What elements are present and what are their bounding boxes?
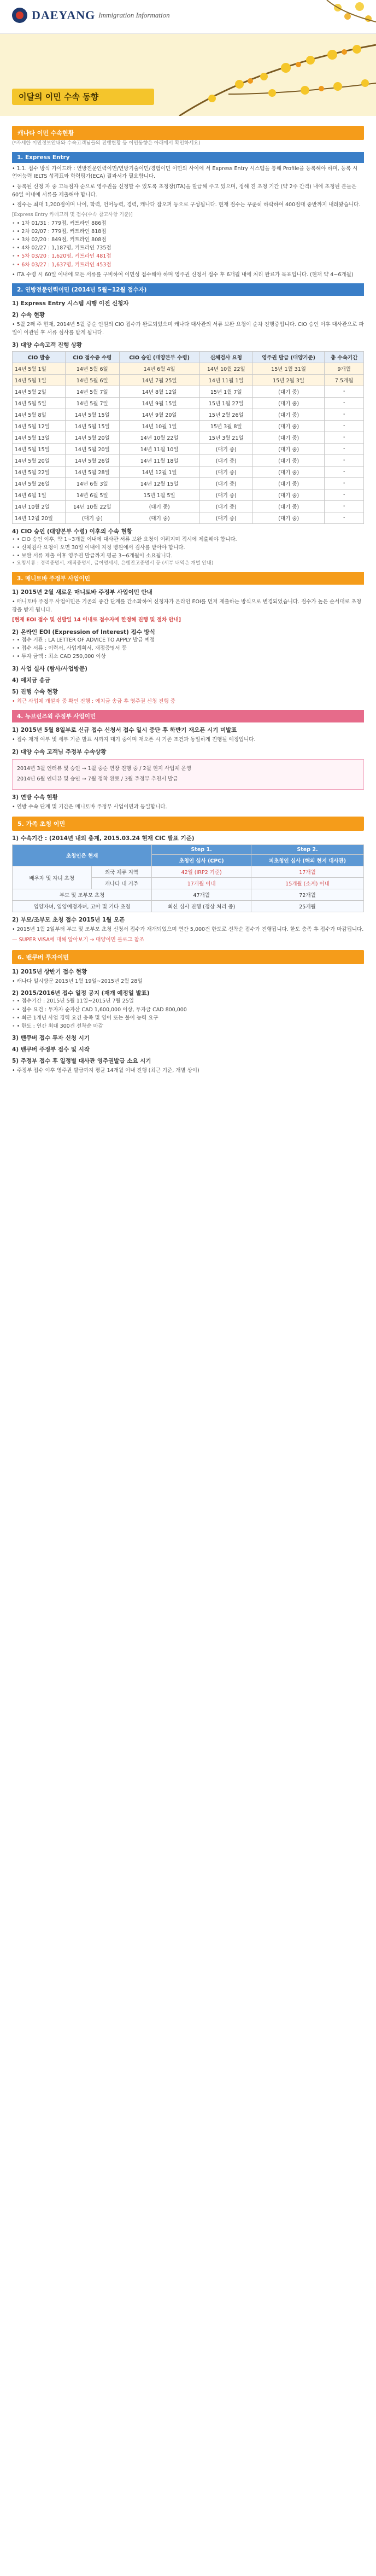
- nb-status-box: [12, 759, 364, 789]
- table-cell: 14년 5월 20일: [66, 432, 120, 443]
- super-visa-link[interactable]: — SUPER VISA에 대해 알아보기 → 대양이민 블로그 참조: [12, 936, 144, 943]
- table-cell: 14년 5월 2일: [13, 386, 66, 397]
- table-row: [13, 454, 364, 466]
- business-sub3: 3) 밴쿠버 접수 투자 신청 시기: [12, 1035, 90, 1042]
- business-final: • 주정부 접수 이후 영주권 발급까지 평균 14개월 이내 진행 (최근 기준, 개별 상이): [12, 1068, 199, 1074]
- table-row: [13, 489, 364, 500]
- table-cell: (대기 중): [252, 477, 325, 489]
- table-cell: (대기 중): [66, 512, 120, 523]
- brand-name: DAEYANG: [32, 8, 96, 22]
- table-row: [13, 512, 364, 523]
- fsw-col-header: 총 수속기간: [325, 351, 364, 363]
- table-cell: 14년 9월 20일: [119, 409, 199, 420]
- table-cell: -: [325, 432, 364, 443]
- nb-sub3-paragraph: • 연방 수속 단계 및 기간은 매니토바 주정부 사업이민과 동일합니다.: [12, 803, 167, 810]
- nb-status-line: 2014년 6월 인터뷰 및 승인 → 7월 정착 완료 / 3월 주정부 추천서 발급: [17, 776, 178, 782]
- family-step2-header: Step 2.: [251, 845, 363, 855]
- family-cell: 47개월: [152, 889, 251, 901]
- table-row: [13, 386, 364, 397]
- table-cell: (대기 중): [199, 489, 252, 500]
- table-cell: -: [325, 386, 364, 397]
- table-cell: (대기 중): [199, 512, 252, 523]
- table-cell: 14년 12월 15일: [119, 477, 199, 489]
- ee-note: [Express Entry 카테고리 및 점수(수속 참고사항 기준)]: [12, 212, 133, 218]
- fsw-col-header: CIO 접수증 수령: [66, 351, 120, 363]
- table-cell: 14년 5월 8일: [13, 409, 66, 420]
- family-cell: 배우자 및 자녀 초청: [13, 866, 92, 889]
- pnp-bullet: • • 접수 서류 : 이력서, 사업계획서, 재정증명서 등: [12, 644, 364, 652]
- pnp-sub5: 5) 진행 수속 현황: [12, 688, 58, 695]
- pnp-sub1: 1) 2015년 2월 새로운 매니토바 주정부 사업이민 안내: [12, 588, 152, 596]
- fsw-bullet: • • 신체검사 요청이 오면 30일 이내에 지정 병원에서 검사를 받아야 합니다.: [12, 544, 364, 552]
- table-cell: 14년 5월 7일: [66, 386, 120, 397]
- family-cell: 72개월: [251, 889, 363, 901]
- table-row: [13, 397, 364, 409]
- ee-paragraph: • 점수는 최대 1,200점이며 나이, 학력, 언어능력, 경력, 캐나다 잡오퍼 등으로 구성됩니다. 현재 점수는 꾸준히 하락하여 400점대 중반까지 내려왔습니다.: [12, 202, 361, 208]
- family-step1-sub: 초청인 심사 (CPC): [152, 855, 251, 866]
- family-cell: 17개월: [251, 866, 363, 878]
- nb-sub1: 1) 2015년 5월 8일부로 신규 접수 신청서 접수 일시 중단 후 하반기 재오픈 시기 미발표: [12, 727, 237, 734]
- table-cell: -: [325, 500, 364, 512]
- ee-draw: • • 5차 03/20 : 1,620명, 커트라인 481점: [12, 252, 364, 260]
- table-cell: 14년 5월 13일: [13, 432, 66, 443]
- table-cell: 14년 5월 12일: [13, 420, 66, 432]
- table-cell: 14년 5월 1일: [13, 363, 66, 374]
- family-sub1: 1) 수속기간 : (2014년 내외 총계, 2015.03.24 현재 CIC 발표 기준): [12, 835, 195, 842]
- ee-draw: • • 2차 02/07 : 779점, 커트라인 818점: [12, 228, 364, 236]
- table-cell: 14년 11월 18일: [119, 454, 199, 466]
- nb-sub3: 3) 연방 수속 현황: [12, 794, 58, 801]
- fsw-sub3: 3) 대양 수속고객 진행 상황: [12, 341, 83, 348]
- table-cell: (대기 중): [252, 500, 325, 512]
- table-row: [13, 374, 364, 386]
- brand-tagline: Immigration Information: [98, 11, 170, 19]
- family-cell: 17개월 이내: [152, 878, 251, 889]
- table-cell: 14년 6월 5일: [66, 489, 120, 500]
- table-cell: (대기 중): [199, 454, 252, 466]
- family-step1-header: Step 1.: [152, 845, 251, 855]
- family-cell: 25개월: [251, 901, 363, 912]
- table-row: [13, 432, 364, 443]
- family-paragraph: • 2015년 1월 2일부터 부모 및 조부모 초청 신청서 접수가 재개되었으며 연간 5,000건 한도로 선착순 접수가 진행됩니다. 한도 충족 후 접수가 마감됩니다.: [12, 926, 364, 933]
- table-cell: -: [325, 443, 364, 454]
- canada-section-heading: 캐나다 이민 수속현황: [12, 126, 364, 140]
- ee-draw: • • 6차 03/27 : 1,637명, 커트라인 453점: [12, 261, 364, 269]
- pnp-sub3: 3) 사업 실사 (탐사/사업방문): [12, 665, 87, 672]
- pnp-recent: • 최근 사업체 개설자 중 확인 진행 : 예치금 송금 후 영주권 신청 진행 중: [12, 698, 175, 704]
- table-cell: 15년 1월 7일: [199, 386, 252, 397]
- table-cell: (대기 중): [199, 466, 252, 477]
- table-cell: 14년 7월 25일: [119, 374, 199, 386]
- ee-paragraph: • 1.1. 접수 방식 가이드라 : 연방전문인력이민/연방기술이민/경험이민 이민의 사이에 서 Express Entry 시스템을 통해 Profile을 등록해야 하며, 등록 시 언어능력 IELTS 성적표와 학력평가(ECA) 결과서가 필요합니다.: [12, 165, 358, 180]
- table-cell: -: [325, 397, 364, 409]
- business-sub2: 2) 2015/2016년 접수 일정 공지 (재개 예정일 발표): [12, 990, 150, 997]
- table-cell: 14년 5월 15일: [66, 420, 120, 432]
- fsw-heading: 2. 연방전문인력이민 (2014년 5월~12월 접수자): [12, 283, 364, 296]
- family-processing-table: [12, 844, 364, 912]
- pnp-highlight: [현재 EOI 접수 및 선발일 14 이내로 접수자에 한정해 진행 및 절차 안내]: [12, 617, 181, 623]
- table-cell: 14년 5월 20일: [13, 454, 66, 466]
- table-cell: (대기 중): [252, 420, 325, 432]
- logo-icon: [12, 8, 27, 23]
- table-cell: 14년 10월 22일: [199, 363, 252, 374]
- table-cell: -: [325, 466, 364, 477]
- site-header: [0, 0, 376, 34]
- table-cell: 15년 3월 8일: [199, 420, 252, 432]
- fsw-footnote: • 요청서류 : 경력증명서, 재직증명서, 급여명세서, 은행잔고증명서 등 (세부 내역은 개별 안내): [12, 561, 214, 567]
- table-row: [13, 363, 364, 374]
- business-sub5: 5) 주정부 접수 후 일정별 대사관 영주권발급 소요 시기: [12, 1058, 151, 1065]
- table-cell: 14년 5월 1일: [13, 374, 66, 386]
- table-row: [13, 443, 364, 454]
- fsw-col-header: 신체검사 요청: [199, 351, 252, 363]
- pnp-paragraph: • 매니토바 주정부 사업이민은 기존의 중간 단계를 간소화하여 신청자가 온라인 EOI를 먼저 제출하는 방식으로 변경되었습니다. 점수가 높은 순서대로 초청장을 받게 됩니다.: [12, 598, 362, 613]
- table-cell: 14년 5월 15일: [66, 409, 120, 420]
- brand-logo[interactable]: [12, 8, 170, 23]
- table-cell: (대기 중): [199, 443, 252, 454]
- nb-status-line: 2014년 3월 인터뷰 및 승인 → 1월 중순 연장 진행 중 / 2월 현지 사업체 운영: [17, 766, 192, 772]
- table-cell: 15년 1월 5일: [119, 489, 199, 500]
- table-cell: 14년 9월 15일: [119, 397, 199, 409]
- table-cell: 14년 10월 22일: [119, 432, 199, 443]
- header-flowers-decoration: [256, 0, 376, 34]
- table-cell: 15년 1월 27일: [199, 397, 252, 409]
- fsw-sub4: 4) CIO 승인 (대양본부 수령) 이후의 수속 현황: [12, 528, 132, 535]
- family-section-heading: 5. 가족 초청 이민: [12, 817, 364, 831]
- table-cell: (대기 중): [119, 512, 199, 523]
- table-cell: -: [325, 409, 364, 420]
- express-entry-heading: 1. Express Entry: [12, 152, 364, 163]
- table-cell: (대기 중): [252, 409, 325, 420]
- table-cell: 14년 6월 1일: [13, 489, 66, 500]
- family-cell: 입양자녀, 입양예정자녀, 고아 및 기타 초청: [13, 901, 152, 912]
- family-cell: 15개월 (소계) 이내: [251, 878, 363, 889]
- table-row: [13, 466, 364, 477]
- table-cell: 14년 6월 3일: [66, 477, 120, 489]
- table-cell: (대기 중): [252, 489, 325, 500]
- table-cell: 14년 5월 7일: [66, 397, 120, 409]
- pnp-sub4: 4) 예치금 송금: [12, 677, 51, 684]
- fsw-col-header: CIO 승인 (대양본부 수령): [119, 351, 199, 363]
- table-cell: 15년 1월 31일: [252, 363, 325, 374]
- table-cell: 14년 5월 5일: [13, 397, 66, 409]
- fsw-sub2: 2) 수속 현황: [12, 312, 45, 319]
- family-cell: 42일 (IRP2 기준): [152, 866, 251, 878]
- table-cell: 14년 5월 20일: [66, 443, 120, 454]
- pnp-bullet: • • 투자 금액 : 최소 CAD 250,000 이상: [12, 652, 364, 661]
- business-bullet: • • 한도 : 연간 최대 300건 선착순 마감: [12, 1022, 364, 1030]
- table-cell: -: [325, 512, 364, 523]
- table-cell: 15년 3월 21일: [199, 432, 252, 443]
- table-cell: (대기 중): [252, 512, 325, 523]
- table-cell: 14년 11월 1일: [199, 374, 252, 386]
- table-cell: 14년 12월 20일: [13, 512, 66, 523]
- ee-closing: • ITA 수령 시 60일 이내에 모든 서류를 구비하여 이민성 접수해야 하며 영주권 신청서 접수 후 6개월 내에 처리 완료가 목표입니다. (현재 약 4~6개월): [12, 271, 354, 278]
- table-cell: 14년 6월 4일: [119, 363, 199, 374]
- table-cell: 15년 2월 26일: [199, 409, 252, 420]
- fsw-col-header: CIO 발송: [13, 351, 66, 363]
- business-bullet: • • 최근 1개년 사업 경력 요건 충족 및 영어 또는 불어 능력 요구: [12, 1014, 364, 1022]
- nb-paragraph: • 접수 재개 여부 및 세부 기준 발표 시까지 대기 중이며 재오픈 시 기존 조건과 동일하게 진행될 예정입니다.: [12, 737, 256, 743]
- table-cell: -: [325, 477, 364, 489]
- table-cell: 14년 5월 26일: [13, 477, 66, 489]
- ee-draw: • • 4차 02/27 : 1,187명, 커트라인 735점: [12, 244, 364, 252]
- family-col-header: 초청인은 현재: [13, 845, 152, 866]
- ee-draw: • • 1차 01/31 : 779점, 커트라인 886점: [12, 219, 364, 228]
- fsw-progress-table: [12, 351, 364, 524]
- table-cell: 14년 8월 12일: [119, 386, 199, 397]
- table-cell: 14년 10월 1일: [119, 420, 199, 432]
- table-cell: (대기 중): [252, 466, 325, 477]
- table-cell: (대기 중): [119, 500, 199, 512]
- table-cell: 14년 5월 22일: [13, 466, 66, 477]
- nb-heading: 4. 뉴브런즈윅 주정부 사업이민: [12, 710, 364, 722]
- page-banner: [0, 34, 376, 116]
- family-cell: 캐나다 내 거주: [91, 878, 152, 889]
- table-cell: -: [325, 454, 364, 466]
- pnp-heading: 3. 매니토바 주정부 사업이민: [12, 572, 364, 585]
- canada-intro: (*자세한 이민정보안내와 수속고객님들의 진행현황 등 이민동향은 아래에서 확인하세요): [12, 141, 201, 146]
- table-row: [13, 500, 364, 512]
- business-line1: • 캐나다 일시방문 2015년 1월 19일~2015년 2월 28일: [12, 978, 143, 984]
- table-cell: 9개월: [325, 363, 364, 374]
- table-cell: 14년 5월 15일: [13, 443, 66, 454]
- business-bullet: • • 접수 요건 : 투자자 순자산 CAD 1,600,000 이상, 투자금 CAD 800,000: [12, 1006, 364, 1014]
- table-cell: (대기 중): [199, 500, 252, 512]
- business-sub1: 1) 2015년 상반기 접수 현황: [12, 968, 87, 975]
- table-cell: (대기 중): [199, 477, 252, 489]
- family-cell: 최신 심사 진행 (정상 처리 중): [152, 901, 251, 912]
- fsw-bullet: • • CIO 승인 이후, 약 1~3개월 이내에 대사관 서류 보완 요청이 이뤄지며 적시에 제출해야 합니다.: [12, 535, 364, 544]
- ee-draw: • • 3차 02/20 : 849점, 커트라인 808점: [12, 236, 364, 244]
- nb-sub2: 2) 대양 수속 고객님 주정부 수속상황: [12, 749, 107, 756]
- business-bullet: • • 접수기간 : 2015년 5월 11일~2015년 7월 25일: [12, 997, 364, 1005]
- table-cell: -: [325, 420, 364, 432]
- fsw-bullet: • • 보완 서류 제출 이후 영주권 발급까지 평균 3~6개월이 소요됩니다.: [12, 552, 364, 560]
- table-cell: (대기 중): [252, 454, 325, 466]
- family-step2-sub: 피초청인 심사 (해외 현지 대사관): [251, 855, 363, 866]
- fsw-paragraph: • 5월 2째 주 현재, 2014년 5월 중순 인원의 CIO 접수가 완료되었으며 캐나다 대사관의 서류 보완 요청이 순차 진행중입니다. CIO 승인 이후 대사관으로 파일이 이관된 후 서류 심사를 받게 됩니다.: [12, 322, 364, 336]
- fsw-col-header: 영주권 발급 (대양기준): [252, 351, 325, 363]
- pnp-sub2: 2) 온라인 EOI (Expression of Interest) 접수 방식: [12, 629, 155, 636]
- table-cell: 14년 5월 28일: [66, 466, 120, 477]
- table-cell: -: [325, 489, 364, 500]
- table-cell: 14년 5월 6일: [66, 374, 120, 386]
- table-cell: 14년 10월 22일: [66, 500, 120, 512]
- business-section-heading: 6. 밴쿠버 투자이민: [12, 950, 364, 964]
- table-row: [13, 420, 364, 432]
- table-cell: 7.5개월: [325, 374, 364, 386]
- table-cell: (대기 중): [252, 443, 325, 454]
- family-cell: 외국 체류 지역: [91, 866, 152, 878]
- table-cell: (대기 중): [252, 386, 325, 397]
- table-row: [13, 477, 364, 489]
- table-cell: 14년 12월 1일: [119, 466, 199, 477]
- family-sub2: 2) 부모/조부모 초청 접수 2015년 1월 오픈: [12, 917, 125, 924]
- page-title: 이달의 이민 수속 동향: [19, 92, 99, 102]
- fsw-sub1: 1) Express Entry 시스템 시행 이전 신청자: [12, 300, 129, 307]
- table-cell: 14년 10월 2일: [13, 500, 66, 512]
- table-cell: (대기 중): [252, 432, 325, 443]
- business-sub4: 4) 밴쿠버 주정부 접수 및 시작: [12, 1046, 90, 1053]
- ee-paragraph: • 등록된 신청 자 중 고득점자 순으로 영주권을 신청할 수 있도록 초청장(ITA)을 발급해 주고 있으며, 정해 진 초청 기간 (약 2주 간격) 내에 초청된 분들은 60일 이내에 서류를 제출해야 합니다.: [12, 183, 357, 198]
- table-cell: 14년 11월 10일: [119, 443, 199, 454]
- banner-forsythia-decoration: [146, 34, 376, 116]
- table-row: [13, 409, 364, 420]
- family-cell: 부모 및 조부모 초청: [13, 889, 152, 901]
- table-cell: 15년 2월 3일: [252, 374, 325, 386]
- table-cell: 14년 5월 26일: [66, 454, 120, 466]
- table-cell: 14년 5월 6일: [66, 363, 120, 374]
- table-cell: (대기 중): [252, 397, 325, 409]
- pnp-bullet: • • 접수 기관 : LA LETTER OF ADVICE TO APPLY 발급 예정: [12, 636, 364, 644]
